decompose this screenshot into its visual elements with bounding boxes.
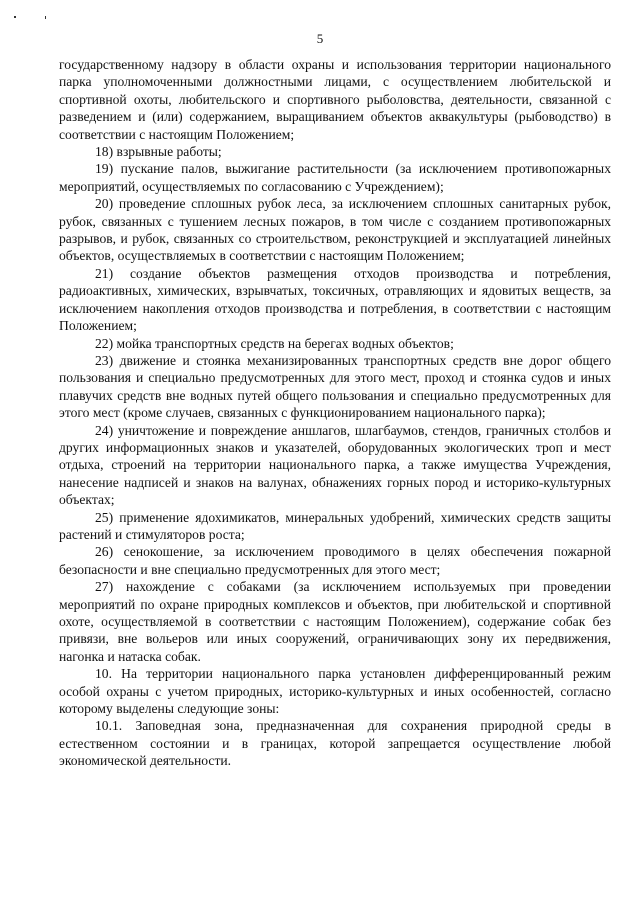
list-item-18: 18) взрывные работы; — [95, 144, 222, 160]
list-item-26: 26) сенокошение, за исключением проводимого в целях обеспечения пожарной безопасности и вне специально предусмотренных для этого мест; — [59, 544, 611, 577]
list-item-25: 25) применение ядохимикатов, минеральных удобрений, химических средств защиты растений и стимуляторов роста; — [59, 509, 611, 542]
list-item-27: 27) нахождение с собаками (за исключением используемых при проведении мероприятий по охране природных комплексов и объектов, при любительской и спортивной охоте, осуществляемой в соответствии с настоящим Положением), содержание собак без привязи, вне вольеров или иных сооружений, ограничивающих зону их передвижения, нагонка и натаска собак. — [59, 579, 611, 664]
document-body — [59, 56, 611, 770]
page-number: 5 — [316, 31, 324, 46]
section-10-1: 10.1. Заповедная зона, предназначенная для сохранения природной среды в естественном состоянии и в границах, которой запрещается осуществление любой экономической деятельности. — [59, 718, 611, 769]
list-item-21: 21) создание объектов размещения отходов производства и потребления, радиоактивных, химических, взрывчатых, токсичных, отравляющих и ядовитых веществ, за исключением накопления отходов производства и потребления, в соответствии с настоящим Положением; — [59, 265, 611, 334]
list-item-23: 23) движение и стоянка механизированных транспортных средств вне дорог общего пользования и специально предусмотренных для этого мест, проход и стоянка судов и иных плавучих средств вне водных путей общего пользования и специально предусмотренных для этого мест (кроме случаев, связанных с функционированием национального парка); — [59, 352, 611, 421]
list-item-19: 19) пускание палов, выжигание растительности (за исключением противопожарных мероприятий, осуществляемых по согласованию с Учреждением); — [59, 161, 611, 194]
paragraph-continuation: государственному надзору в области охраны и использования территории национального парка уполномоченными должностными лицами, с осуществлением любительской и спортивной охоты, любительского и спортивного рыболовства, деятельности, связанной с разведением и (или) содержанием, выращиванием объектов аквакультуры (рыбоводство) в соответствии с настоящим Положением; — [59, 57, 611, 142]
list-item-24: 24) уничтожение и повреждение аншлагов, шлагбаумов, стендов, граничных столбов и других информационных знаков и указателей, оборудованных экологических троп и мест отдыха, строений на территории национального парка, а также имущества Учреждения, нанесение надписей и знаков на валунах, обнажениях горных пород и историко-культурных объектах; — [59, 422, 611, 508]
list-item-22: 22) мойка транспортных средств на берегах водных объектов; — [95, 335, 454, 351]
scan-speck — [45, 16, 46, 19]
section-10: 10. На территории национального парка установлен дифференцированный режим особой охраны с учетом природных, историко-культурных и иных особенностей, согласно которому выделены следующие зоны: — [59, 666, 611, 717]
scan-speck — [14, 16, 16, 18]
list-item-20: 20) проведение сплошных рубок леса, за исключением сплошных санитарных рубок, рубок, связанных с тушением лесных пожаров, в том числе с созданием противопожарных разрывов, и рубок, связанных со строительством, реконструкцией и эксплуатацией линейных объектов, осуществляемых в соответствии с настоящим Положением; — [59, 196, 611, 264]
